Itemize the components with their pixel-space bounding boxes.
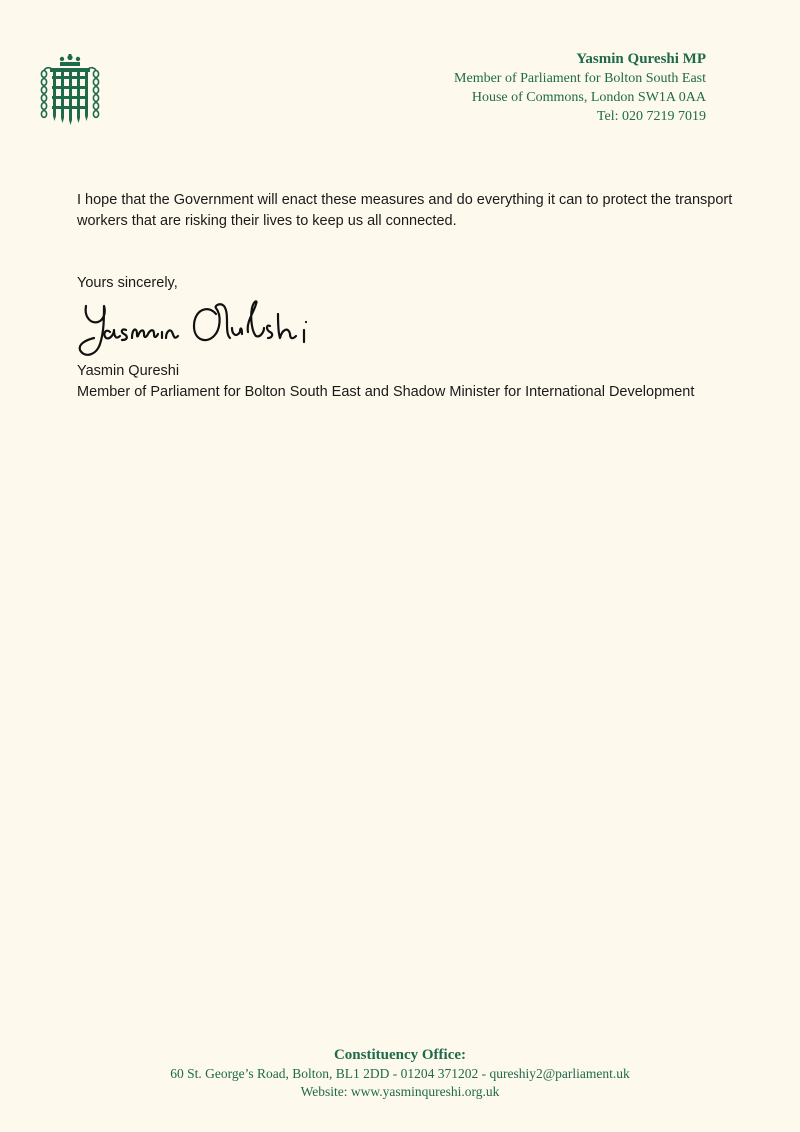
footer-heading: Constituency Office: xyxy=(333,1047,467,1063)
signer-block xyxy=(77,361,694,403)
signer-name: Yasmin Qureshi xyxy=(77,363,180,379)
signer-title: Member of Parliament for Bolton South East and Shadow Minister for International Development xyxy=(77,384,695,400)
mp-name: Yasmin Qureshi MP xyxy=(576,51,706,67)
footer-address: 60 St. George’s Road, Bolton, BL1 2DD - 01204 371202 - qureshiy2@parliament.uk xyxy=(170,1066,630,1081)
mp-phone: Tel: 020 7219 7019 xyxy=(596,109,706,124)
mp-constituency: Member of Parliament for Bolton South East xyxy=(454,71,706,86)
closing-salutation: Yours sincerely, xyxy=(77,275,178,291)
constituency-office-footer xyxy=(0,1045,800,1101)
letter-body-paragraph: I hope that the Government will enact these measures and do everything it can to protect the transport workers that are risking their lives to keep us all connected. xyxy=(77,192,733,229)
mp-address: House of Commons, London SW1A 0AA xyxy=(471,90,706,105)
handwritten-signature xyxy=(74,292,324,364)
letterhead xyxy=(454,50,706,126)
footer-website: Website: www.yasminqureshi.org.uk xyxy=(300,1084,500,1099)
portcullis-icon xyxy=(38,54,102,126)
